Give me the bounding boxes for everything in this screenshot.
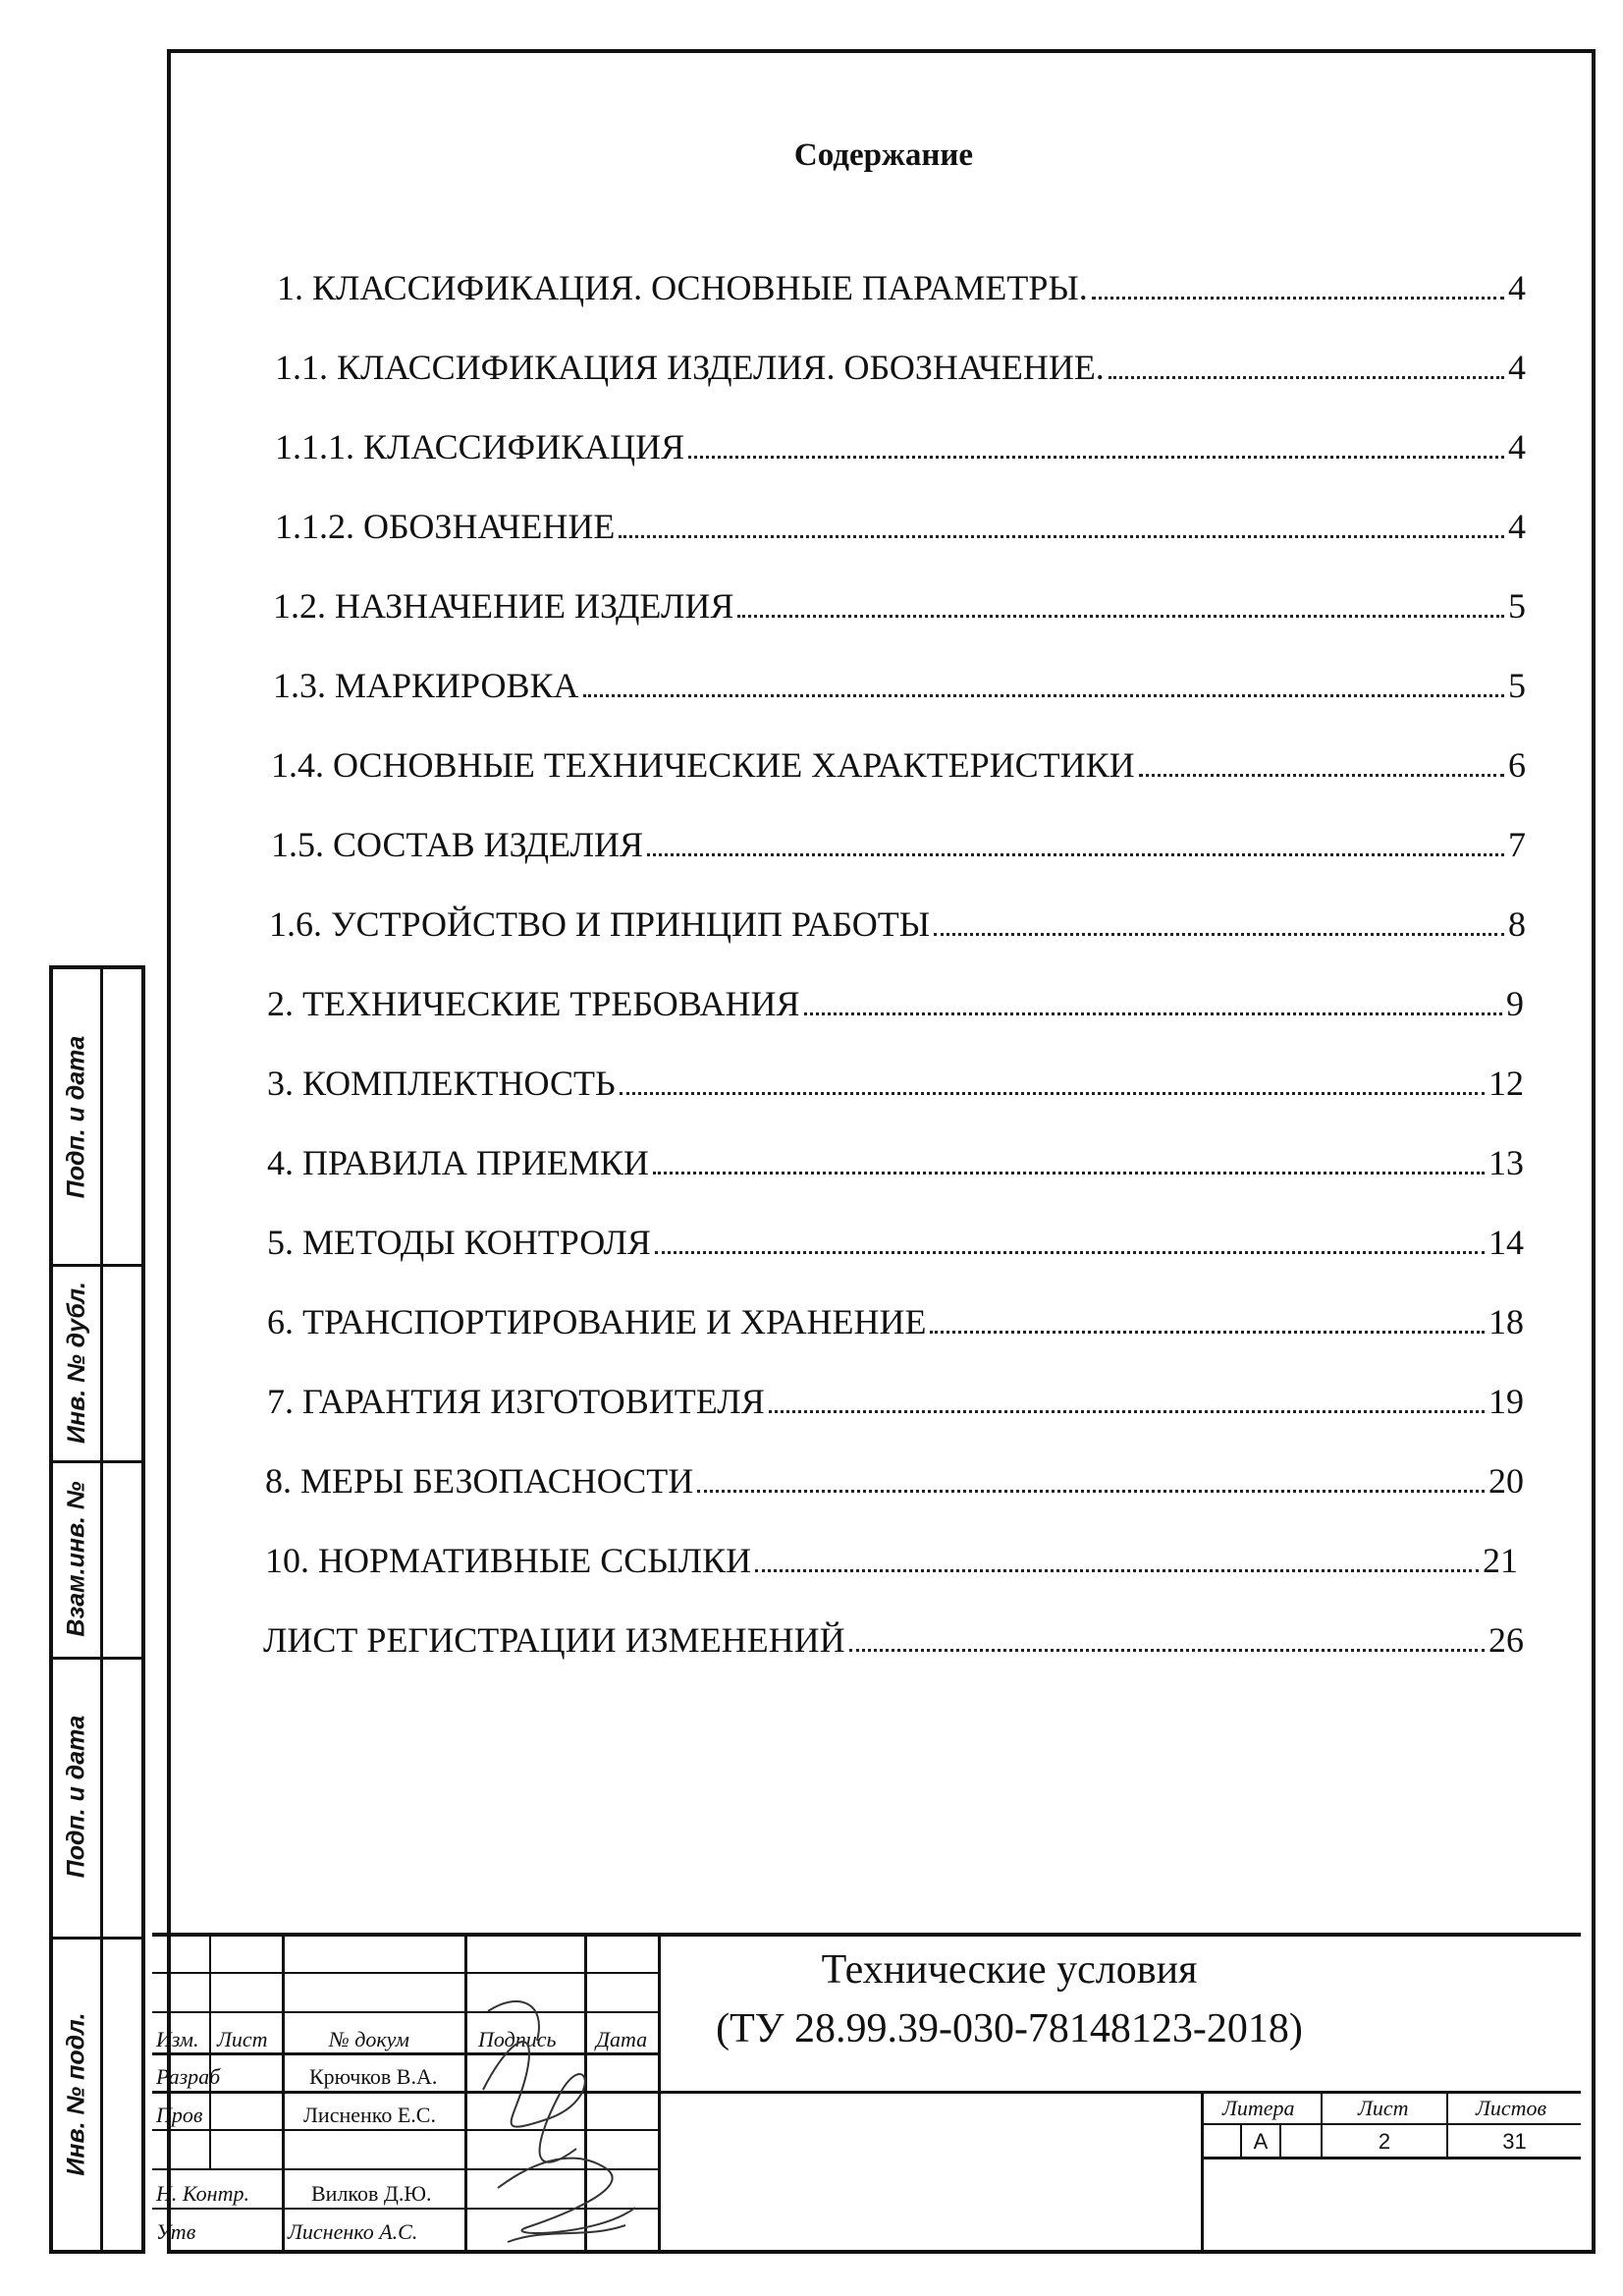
litera-value: А [1253, 2129, 1269, 2154]
toc-entry-page: 5 [1508, 586, 1526, 626]
stamp-role-checker: Пров [156, 2103, 203, 2127]
toc-entry-label: ЛИСТ РЕГИСТРАЦИИ ИЗМЕНЕНИЙ [263, 1620, 845, 1660]
toc-entry-label: 3. КОМПЛЕКТНОСТЬ [267, 1064, 616, 1103]
stamp-name-approver: Лисненко А.С. [288, 2219, 418, 2244]
toc-entry[interactable] [267, 1301, 1524, 1342]
toc-leader-dots [934, 932, 1504, 936]
toc-leader-dots [647, 852, 1504, 856]
sheets-value: 31 [1502, 2129, 1527, 2154]
side-label-cell [53, 1264, 100, 1460]
toc-entry[interactable] [265, 1460, 1524, 1502]
side-stamp-divider [100, 969, 103, 2250]
stamp-header-list: Лист [217, 2027, 268, 2051]
toc-entry-label: 5. МЕТОДЫ КОНТРОЛЯ [267, 1223, 651, 1262]
toc-entry[interactable] [267, 1381, 1524, 1422]
toc-entry[interactable] [269, 903, 1526, 945]
toc-leader-dots [1109, 375, 1504, 379]
toc-entry-label: 1.1.2. ОБОЗНАЧЕНИЕ [275, 507, 616, 546]
toc-entry[interactable] [277, 267, 1526, 308]
toc-entry-label: 1.6. УСТРОЙСТВО И ПРИНЦИП РАБОТЫ [269, 904, 931, 944]
toc-entry-label: 1.1.1. КЛАССИФИКАЦИЯ [275, 427, 685, 466]
toc-entry-label: 8. МЕРЫ БЕЗОПАСНОСТИ [265, 1461, 694, 1501]
sheet-value: 2 [1378, 2129, 1391, 2154]
sheet-label: Лист [1358, 2096, 1409, 2120]
toc-entry-page: 18 [1488, 1302, 1524, 1341]
stamp-role-approver: Утв [156, 2219, 196, 2244]
toc-entry-page: 13 [1488, 1143, 1524, 1182]
side-label-cell [53, 1937, 100, 2251]
stamp-line [464, 1933, 467, 2254]
toc-entry[interactable] [275, 506, 1526, 547]
stamp-line [282, 1933, 285, 2254]
stamp-role-norm-control: Н. Контр. [156, 2181, 249, 2206]
toc-leader-dots [769, 1409, 1485, 1413]
toc-entry[interactable] [267, 1142, 1524, 1183]
toc-entry[interactable] [267, 1063, 1524, 1104]
toc-entry-label: 6. ТРАНСПОРТИРОВАНИЕ И ХРАНЕНИЕ [267, 1302, 927, 1341]
toc-leader-dots [755, 1568, 1479, 1572]
toc-entry[interactable] [271, 824, 1526, 865]
toc-entry[interactable] [275, 426, 1526, 467]
toc-entry[interactable] [271, 744, 1526, 786]
toc-entry-label: 7. ГАРАНТИЯ ИЗГОТОВИТЕЛЯ [267, 1382, 765, 1421]
stamp-role-developer: Разраб [156, 2064, 221, 2089]
stamp-line [1201, 2091, 1204, 2254]
stamp-line [1201, 2123, 1581, 2125]
toc-entry-label: 4. ПРАВИЛА ПРИЕМКИ [267, 1143, 649, 1182]
side-label: Инв. № подл. [62, 2011, 90, 2176]
stamp-line [152, 1972, 658, 1974]
litera-label: Литера [1222, 2096, 1295, 2120]
document-code: (ТУ 28.99.39-030-78148123-2018) [716, 2006, 1303, 2051]
side-label: Взам.инв. № [62, 1480, 90, 1637]
stamp-line [152, 2091, 1581, 2094]
document-title: Технические условия [821, 1947, 1198, 1993]
toc-leader-dots [737, 614, 1504, 618]
toc-leader-dots [653, 1171, 1485, 1175]
toc-entry-page: 7 [1508, 825, 1526, 864]
toc-entry-page: 4 [1508, 348, 1526, 387]
toc-entry-page: 20 [1488, 1461, 1524, 1501]
side-label-cell [53, 1460, 100, 1657]
toc-entry-page: 4 [1508, 427, 1526, 466]
toc-leader-dots [697, 1489, 1485, 1493]
toc-entry-label: 1.3. МАРКИРОВКА [273, 666, 579, 705]
toc-entry-page: 6 [1508, 745, 1526, 785]
toc-entry-page: 19 [1488, 1382, 1524, 1421]
stamp-name-developer: Крючков В.А. [309, 2064, 438, 2089]
sheets-label: Листов [1476, 2096, 1547, 2120]
toc-leader-dots [583, 693, 1504, 697]
toc-entry-page: 21 [1483, 1541, 1518, 1580]
toc-entry-page: 14 [1488, 1223, 1524, 1262]
toc-entry-label: 2. ТЕХНИЧЕСКИЕ ТРЕБОВАНИЯ [267, 984, 800, 1023]
toc-entry[interactable] [263, 1619, 1524, 1661]
stamp-header-date: Дата [596, 2027, 648, 2051]
stamp-line [1279, 2125, 1281, 2159]
toc-leader-dots [688, 455, 1504, 459]
signature-stroke [483, 2042, 585, 2162]
toc-entry-label: 1. КЛАССИФИКАЦИЯ. ОСНОВНЫЕ ПАРАМЕТРЫ. [277, 268, 1088, 307]
side-label-cell [53, 1657, 100, 1937]
stamp-header-signature: Подпись [478, 2027, 557, 2051]
toc-leader-dots [655, 1250, 1485, 1254]
toc-entry-page: 8 [1508, 904, 1526, 944]
side-label-cell [53, 969, 100, 1264]
side-label: Подп. и дата [62, 1715, 90, 1879]
handwritten-signature-icon [468, 1982, 655, 2252]
stamp-line [1201, 2157, 1581, 2159]
toc-entry-page: 4 [1508, 507, 1526, 546]
toc-entry-label: 1.1. КЛАССИФИКАЦИЯ ИЗДЕЛИЯ. ОБОЗНАЧЕНИЕ. [275, 348, 1105, 387]
page-title: Содержание [793, 137, 974, 173]
toc-leader-dots [930, 1330, 1485, 1334]
signature-stroke [488, 2001, 539, 2041]
stamp-header-doc-no: № докум [329, 2027, 409, 2051]
toc-entry-page: 9 [1506, 984, 1524, 1023]
toc-entry[interactable] [273, 585, 1526, 627]
toc-entry[interactable] [267, 1222, 1524, 1263]
toc-entry[interactable] [267, 983, 1524, 1024]
toc-leader-dots [620, 1091, 1485, 1095]
toc-entry-label: 1.2. НАЗНАЧЕНИЕ ИЗДЕЛИЯ [273, 586, 734, 626]
toc-entry-page: 12 [1488, 1064, 1524, 1103]
signature-stroke [498, 2159, 635, 2233]
toc-leader-dots [1139, 773, 1504, 777]
toc-entry[interactable] [265, 1540, 1518, 1581]
toc-entry-page: 5 [1508, 666, 1526, 705]
toc-entry-page: 26 [1488, 1620, 1524, 1660]
toc-entry-label: 1.4. ОСНОВНЫЕ ТЕХНИЧЕСКИЕ ХАРАКТЕРИСТИКИ [271, 745, 1135, 785]
side-label: Подп. и дата [62, 1035, 90, 1198]
toc-leader-dots [849, 1648, 1485, 1652]
stamp-line [209, 1933, 211, 2170]
title-block [152, 1933, 1581, 2254]
stamp-name-norm-control: Вилков Д.Ю. [311, 2181, 432, 2206]
side-label: Инв. № дубл. [62, 1281, 90, 1444]
stamp-header-izm: Изм. [156, 2027, 199, 2051]
side-stamp [49, 965, 145, 2254]
toc-entry[interactable] [275, 347, 1526, 388]
toc-entry-page: 4 [1508, 268, 1526, 307]
toc-leader-dots [804, 1011, 1502, 1015]
toc-entry-label: 1.5. СОСТАВ ИЗДЕЛИЯ [271, 825, 644, 864]
stamp-line [152, 1933, 1581, 1937]
toc-leader-dots [619, 534, 1504, 538]
toc-entry-label: 10. НОРМАТИВНЫЕ ССЫЛКИ [265, 1541, 752, 1580]
toc-entry[interactable] [273, 665, 1526, 706]
stamp-name-checker: Лисненко Е.С. [303, 2103, 436, 2127]
toc-leader-dots [1092, 296, 1504, 300]
